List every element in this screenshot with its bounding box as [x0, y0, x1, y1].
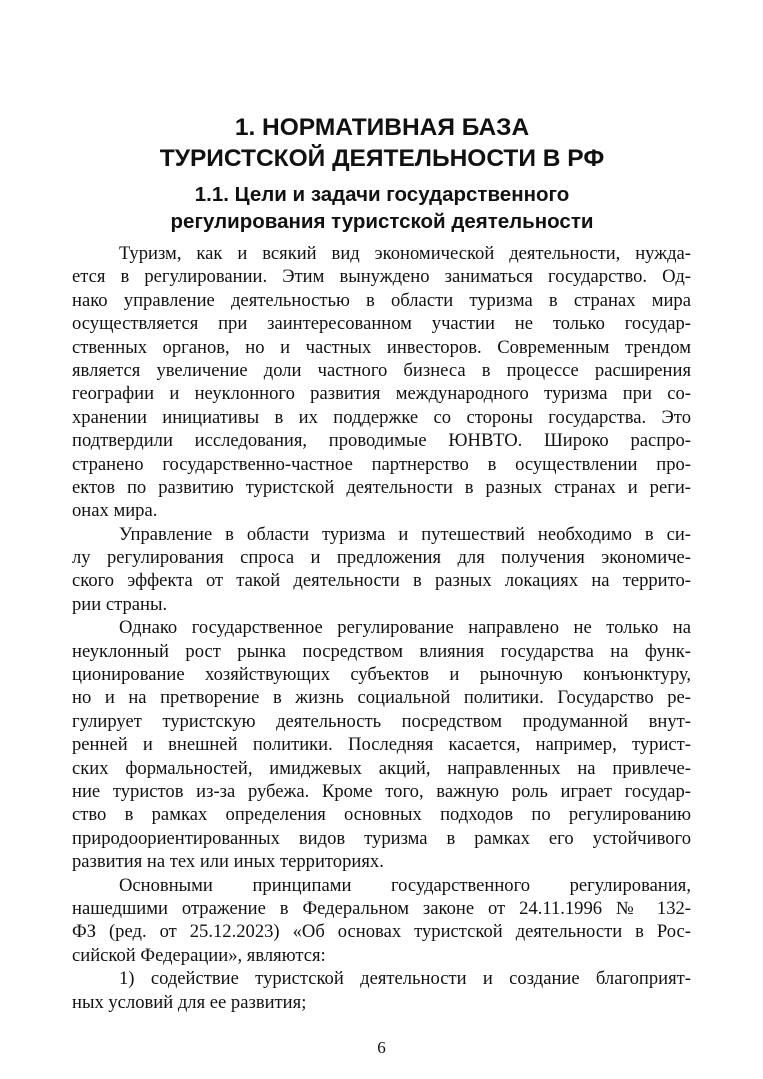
- paragraph-line: природоориентированных видов туризма в рамках его устойчивого: [72, 827, 691, 849]
- paragraph-line: осуществляется при заинтересованном участии не только государ-: [72, 313, 691, 335]
- section-title-line-1: 1.1. Цели и задачи государственного: [194, 183, 570, 206]
- paragraph: [72, 967, 691, 1014]
- paragraph-line: нашедшими отражение в Федеральном законе от 24.11.1996 № 132-: [72, 897, 691, 919]
- paragraph-line: нако управление деятельностью в области туризма в странах мира: [72, 289, 691, 311]
- chapter-title-line-1: 1. НОРМАТИВНАЯ БАЗА: [234, 114, 530, 141]
- body-text: [72, 242, 691, 1014]
- paragraph-line: ется в регулировании. Этим вынуждено заниматься государство. Од-: [72, 266, 691, 288]
- paragraph-line: странено государственно-частное партнерство в осуществлении про-: [72, 453, 691, 475]
- paragraph: [72, 616, 691, 873]
- paragraph-line: ектов по развитию туристской деятельности в разных странах и реги-: [72, 476, 691, 498]
- paragraph-line: ских формальностей, имиджевых акций, направленных на привлече-: [72, 757, 691, 779]
- paragraph-line: онах мира.: [72, 500, 158, 522]
- paragraph-line: является увеличение доли частного бизнеса в процессе расширения: [72, 359, 691, 381]
- paragraph-line: 1) содействие туристской деятельности и создание благоприят-: [119, 968, 691, 990]
- paragraph-line: ных условий для ее развития;: [72, 991, 307, 1013]
- paragraph-line: рии страны.: [72, 593, 168, 615]
- paragraph-line: Основными принципами государственного регулирования,: [119, 874, 691, 896]
- paragraph-line: ние туристов из-за рубежа. Кроме того, важную роль играет государ-: [72, 780, 691, 802]
- paragraph-line: ФЗ (ред. от 25.12.2023) «Об основах туристской деятельности в Рос-: [72, 921, 691, 943]
- paragraph: [72, 242, 691, 523]
- section-title: [72, 182, 692, 235]
- paragraph-line: неуклонный рост рынка посредством влияния государства на функ-: [72, 640, 691, 662]
- paragraph-line: Управление в области туризма и путешествий необходимо в си-: [119, 523, 691, 545]
- paragraph-line: Однако государственное регулирование направлено не только на: [119, 617, 691, 639]
- paragraph-line: Туризм, как и всякий вид экономической деятельности, нужда-: [119, 243, 691, 264]
- chapter-title: [72, 112, 692, 174]
- section-title-line-2: регулирования туристской деятельности: [170, 209, 594, 233]
- paragraph-line: ционирование хозяйствующих субъектов и рыночную конъюнктуру,: [72, 664, 691, 686]
- paragraph-line: хранении инициативы в их поддержке со стороны государства. Это: [72, 406, 691, 428]
- paragraph-line: лу регулирования спроса и предложения для получения экономиче-: [72, 547, 691, 569]
- paragraph-line: ство в рамках определения основных подходов по регулированию: [72, 804, 691, 826]
- paragraph-line: гулирует туристскую деятельность посредством продуманной внут-: [72, 710, 691, 732]
- paragraph-line: ского эффекта от такой деятельности в разных локациях на террито-: [72, 570, 691, 592]
- paragraph: [72, 523, 691, 617]
- chapter-title-line-2: ТУРИСТСКОЙ ДЕЯТЕЛЬНОСТИ В РФ: [159, 145, 605, 172]
- paragraph-line: географии и неуклонного развития международного туризма при со-: [72, 383, 691, 405]
- paragraph-line: ственных органов, но и частных инвесторов. Современным трендом: [72, 336, 691, 358]
- paragraph-line: развития на тех или иных территориях.: [72, 851, 384, 873]
- paragraph-line: ренней и внешней политики. Последняя касается, например, турист-: [72, 734, 691, 756]
- paragraph-line: но и на претворение в жизнь социальной политики. Государство ре-: [72, 687, 691, 709]
- paragraph: [72, 874, 691, 968]
- paragraph-line: подтвердили исследования, проводимые ЮНВТО. Широко распро-: [72, 430, 691, 452]
- paragraph-line: сийской Федерации», являются:: [72, 944, 326, 966]
- page-number: 6: [377, 1038, 386, 1057]
